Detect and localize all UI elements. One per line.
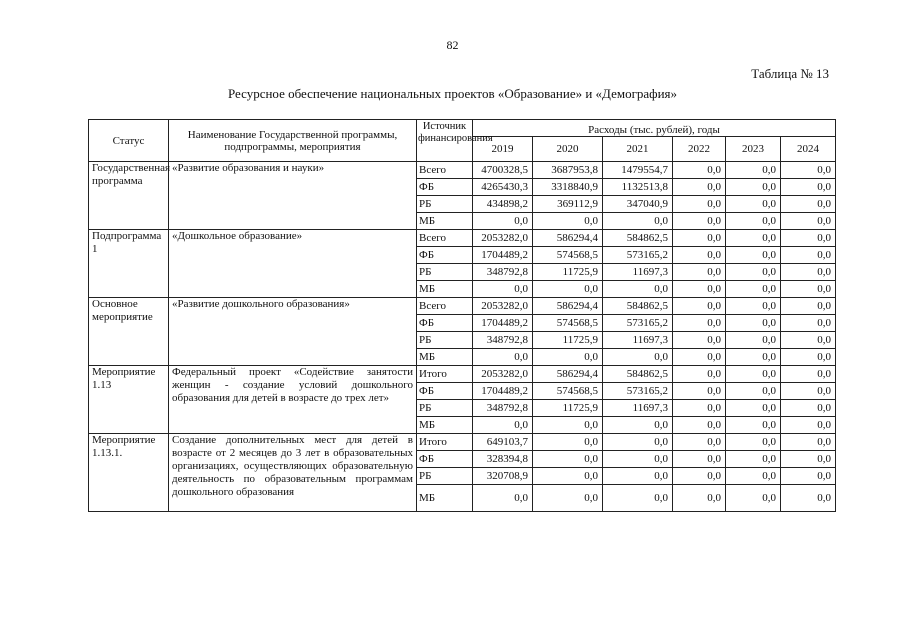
value-cell: 0,0: [673, 196, 726, 213]
row-status: Государственная программа: [89, 162, 169, 230]
value-cell: 0,0: [473, 349, 533, 366]
value-cell: 0,0: [603, 451, 673, 468]
value-cell: 0,0: [781, 230, 836, 247]
value-cell: 0,0: [726, 349, 781, 366]
header-status: Статус: [89, 120, 169, 162]
value-cell: 0,0: [673, 298, 726, 315]
value-cell: 0,0: [726, 468, 781, 485]
value-cell: 2053282,0: [473, 366, 533, 383]
value-cell: 573165,2: [603, 247, 673, 264]
value-cell: 11725,9: [533, 332, 603, 349]
row-status: Мероприятие 1.13.1.: [89, 434, 169, 512]
header-source: Источник финансирования: [417, 120, 473, 162]
row-source: ФБ: [417, 179, 473, 196]
value-cell: 0,0: [726, 196, 781, 213]
value-cell: 0,0: [781, 264, 836, 281]
value-cell: 434898,2: [473, 196, 533, 213]
value-cell: 0,0: [726, 332, 781, 349]
table-row: [89, 230, 836, 247]
value-cell: 0,0: [781, 281, 836, 298]
row-source: ФБ: [417, 451, 473, 468]
value-cell: 0,0: [673, 179, 726, 196]
value-cell: 1704489,2: [473, 383, 533, 400]
value-cell: 0,0: [726, 162, 781, 179]
value-cell: 0,0: [533, 451, 603, 468]
value-cell: 0,0: [673, 366, 726, 383]
value-cell: 0,0: [473, 281, 533, 298]
value-cell: 369112,9: [533, 196, 603, 213]
value-cell: 0,0: [673, 230, 726, 247]
value-cell: 0,0: [781, 332, 836, 349]
value-cell: 0,0: [726, 264, 781, 281]
row-source: Итого: [417, 366, 473, 383]
value-cell: 0,0: [726, 230, 781, 247]
value-cell: 0,0: [673, 162, 726, 179]
value-cell: 11697,3: [603, 400, 673, 417]
value-cell: 0,0: [726, 451, 781, 468]
row-source: Итого: [417, 434, 473, 451]
value-cell: 574568,5: [533, 383, 603, 400]
value-cell: 0,0: [603, 213, 673, 230]
value-cell: 1704489,2: [473, 315, 533, 332]
row-source: МБ: [417, 417, 473, 434]
header-expenses: Расходы (тыс. рублей), годы: [473, 120, 836, 137]
value-cell: 574568,5: [533, 315, 603, 332]
value-cell: 0,0: [533, 213, 603, 230]
value-cell: 584862,5: [603, 298, 673, 315]
value-cell: 0,0: [781, 468, 836, 485]
value-cell: 0,0: [781, 349, 836, 366]
value-cell: 0,0: [673, 451, 726, 468]
value-cell: 0,0: [603, 468, 673, 485]
row-source: Всего: [417, 230, 473, 247]
value-cell: 0,0: [781, 162, 836, 179]
value-cell: 586294,4: [533, 298, 603, 315]
row-source: РБ: [417, 400, 473, 417]
value-cell: 0,0: [673, 281, 726, 298]
value-cell: 1704489,2: [473, 247, 533, 264]
header-year: 2022: [673, 137, 726, 162]
table-row: [89, 434, 836, 451]
value-cell: 328394,8: [473, 451, 533, 468]
header-year: 2024: [781, 137, 836, 162]
value-cell: 586294,4: [533, 230, 603, 247]
value-cell: 573165,2: [603, 383, 673, 400]
row-source: МБ: [417, 281, 473, 298]
value-cell: 0,0: [781, 485, 836, 512]
value-cell: 0,0: [726, 383, 781, 400]
value-cell: 0,0: [781, 196, 836, 213]
value-cell: 0,0: [726, 179, 781, 196]
value-cell: 0,0: [533, 281, 603, 298]
value-cell: 11725,9: [533, 400, 603, 417]
row-name: «Развитие дошкольного образования»: [169, 298, 417, 366]
row-name: Федеральный проект «Содействие занятости женщин - создание условий дошкольного образования для детей в возрасте до трех лет»: [169, 366, 417, 434]
value-cell: 0,0: [726, 417, 781, 434]
value-cell: 0,0: [673, 332, 726, 349]
value-cell: 0,0: [781, 213, 836, 230]
value-cell: 0,0: [533, 434, 603, 451]
value-cell: 348792,8: [473, 332, 533, 349]
value-cell: 0,0: [673, 383, 726, 400]
value-cell: 0,0: [781, 247, 836, 264]
value-cell: 573165,2: [603, 315, 673, 332]
value-cell: 0,0: [673, 468, 726, 485]
row-source: МБ: [417, 213, 473, 230]
value-cell: 0,0: [781, 400, 836, 417]
row-source: РБ: [417, 468, 473, 485]
value-cell: 0,0: [781, 383, 836, 400]
value-cell: 649103,7: [473, 434, 533, 451]
row-source: РБ: [417, 332, 473, 349]
table-row: [89, 366, 836, 383]
value-cell: 584862,5: [603, 366, 673, 383]
row-source: РБ: [417, 196, 473, 213]
value-cell: 0,0: [673, 485, 726, 512]
row-status: Основное мероприятие: [89, 298, 169, 366]
value-cell: 0,0: [603, 417, 673, 434]
row-name: «Развитие образования и науки»: [169, 162, 417, 230]
value-cell: 0,0: [781, 434, 836, 451]
table-row: [89, 298, 836, 315]
header-row: [89, 120, 836, 137]
value-cell: 0,0: [726, 366, 781, 383]
value-cell: 348792,8: [473, 264, 533, 281]
value-cell: 0,0: [673, 417, 726, 434]
row-source: ФБ: [417, 383, 473, 400]
value-cell: 4700328,5: [473, 162, 533, 179]
value-cell: 0,0: [726, 281, 781, 298]
value-cell: 0,0: [781, 366, 836, 383]
value-cell: 0,0: [533, 468, 603, 485]
header-year: 2019: [473, 137, 533, 162]
value-cell: 0,0: [781, 417, 836, 434]
value-cell: 0,0: [726, 400, 781, 417]
value-cell: 0,0: [473, 485, 533, 512]
row-source: МБ: [417, 349, 473, 366]
value-cell: 348792,8: [473, 400, 533, 417]
row-source: Всего: [417, 162, 473, 179]
value-cell: 11697,3: [603, 264, 673, 281]
value-cell: 0,0: [673, 434, 726, 451]
page-number: 82: [446, 38, 459, 52]
value-cell: 1479554,7: [603, 162, 673, 179]
value-cell: 586294,4: [533, 366, 603, 383]
value-cell: 0,0: [726, 485, 781, 512]
row-status: Подпрограмма 1: [89, 230, 169, 298]
value-cell: 0,0: [673, 213, 726, 230]
row-source: ФБ: [417, 247, 473, 264]
value-cell: 2053282,0: [473, 298, 533, 315]
value-cell: 347040,9: [603, 196, 673, 213]
value-cell: 0,0: [726, 315, 781, 332]
value-cell: 4265430,3: [473, 179, 533, 196]
value-cell: 0,0: [726, 298, 781, 315]
value-cell: 1132513,8: [603, 179, 673, 196]
value-cell: 0,0: [473, 417, 533, 434]
table-row: [89, 162, 836, 179]
value-cell: 0,0: [603, 434, 673, 451]
value-cell: 0,0: [673, 247, 726, 264]
value-cell: 0,0: [726, 434, 781, 451]
value-cell: 0,0: [533, 485, 603, 512]
row-source: МБ: [417, 485, 473, 512]
value-cell: 0,0: [781, 315, 836, 332]
value-cell: 11697,3: [603, 332, 673, 349]
value-cell: 0,0: [473, 213, 533, 230]
value-cell: 584862,5: [603, 230, 673, 247]
row-source: ФБ: [417, 315, 473, 332]
header-year: 2021: [603, 137, 673, 162]
row-source: Всего: [417, 298, 473, 315]
value-cell: 0,0: [673, 264, 726, 281]
header-year: 2023: [726, 137, 781, 162]
table-label: Таблица № 13: [751, 66, 829, 81]
value-cell: 574568,5: [533, 247, 603, 264]
row-name: Создание дополнительных мест для детей в возрасте от 2 месяцев до 3 лет в образовательных организациях, осуществляющих образовательную деятельность по образовательным программам дошкольного образования: [169, 434, 417, 512]
resource-table: [88, 119, 836, 512]
row-status: Мероприятие 1.13: [89, 366, 169, 434]
value-cell: 2053282,0: [473, 230, 533, 247]
header-year: 2020: [533, 137, 603, 162]
value-cell: 11725,9: [533, 264, 603, 281]
document-title: Ресурсное обеспечение национальных проектов «Образование» и «Демография»: [227, 86, 678, 101]
value-cell: 0,0: [781, 298, 836, 315]
value-cell: 0,0: [673, 315, 726, 332]
value-cell: 0,0: [533, 417, 603, 434]
value-cell: 0,0: [726, 213, 781, 230]
value-cell: 0,0: [781, 451, 836, 468]
value-cell: 0,0: [603, 281, 673, 298]
value-cell: 0,0: [533, 349, 603, 366]
value-cell: 0,0: [726, 247, 781, 264]
value-cell: 0,0: [673, 400, 726, 417]
value-cell: 3318840,9: [533, 179, 603, 196]
value-cell: 0,0: [603, 485, 673, 512]
row-source: РБ: [417, 264, 473, 281]
value-cell: 0,0: [781, 179, 836, 196]
value-cell: 320708,9: [473, 468, 533, 485]
header-name: Наименование Государственной программы, подпрограммы, мероприятия: [169, 120, 417, 162]
value-cell: 0,0: [673, 349, 726, 366]
value-cell: 3687953,8: [533, 162, 603, 179]
value-cell: 0,0: [603, 349, 673, 366]
row-name: «Дошкольное образование»: [169, 230, 417, 298]
